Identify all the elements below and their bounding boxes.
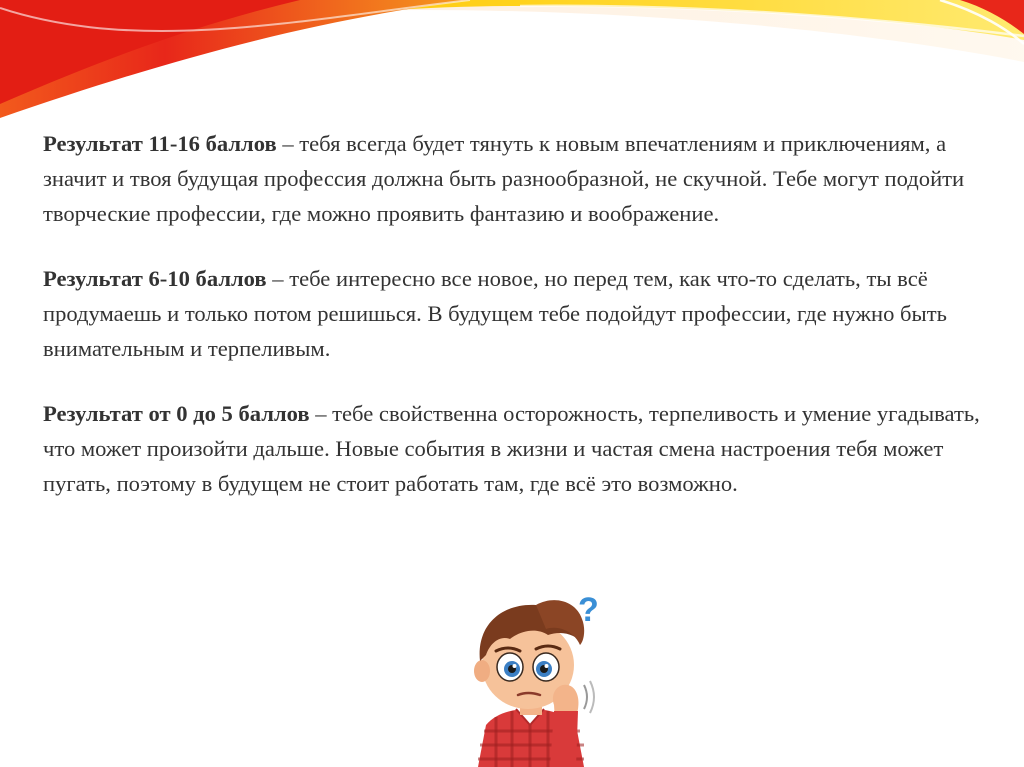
result-label: Результат 11-16 баллов: [43, 131, 277, 156]
result-label: Результат 6-10 баллов: [43, 266, 267, 291]
result-paragraph-medium: [43, 261, 1013, 366]
decorative-swoosh-header: [0, 0, 1024, 130]
result-paragraph-high: [43, 126, 1013, 231]
results-text: [43, 126, 1013, 531]
result-description: – тебя всегда будет тянуть к новым впечатлениям и приключениям, а значит и твоя будущая профессия должна быть разнообразной, не скучной. Тебе могут подойти творческие профессии, где можно проявить фантазию и воображение.: [43, 131, 965, 226]
question-mark-icon: ?: [578, 591, 599, 629]
result-label: Результат от 0 до 5 баллов: [43, 401, 310, 426]
result-description: – тебе свойственна осторожность, терпеливость и умение угадывать, что может произойти дальше. Новые события в жизни и частая смена настроения тебя может пугать, поэтому в будущем не стоит работать там, где всё это возможно.: [43, 401, 980, 496]
thinking-boy-illustration: [450, 585, 620, 767]
result-description: – тебе интересно все новое, но перед тем, как что-то сделать, ты всё продумаешь и только потом решишься. В будущем тебе подойдут профессии, где нужно быть внимательным и терпеливым.: [43, 266, 947, 361]
result-paragraph-low: [43, 396, 1013, 501]
